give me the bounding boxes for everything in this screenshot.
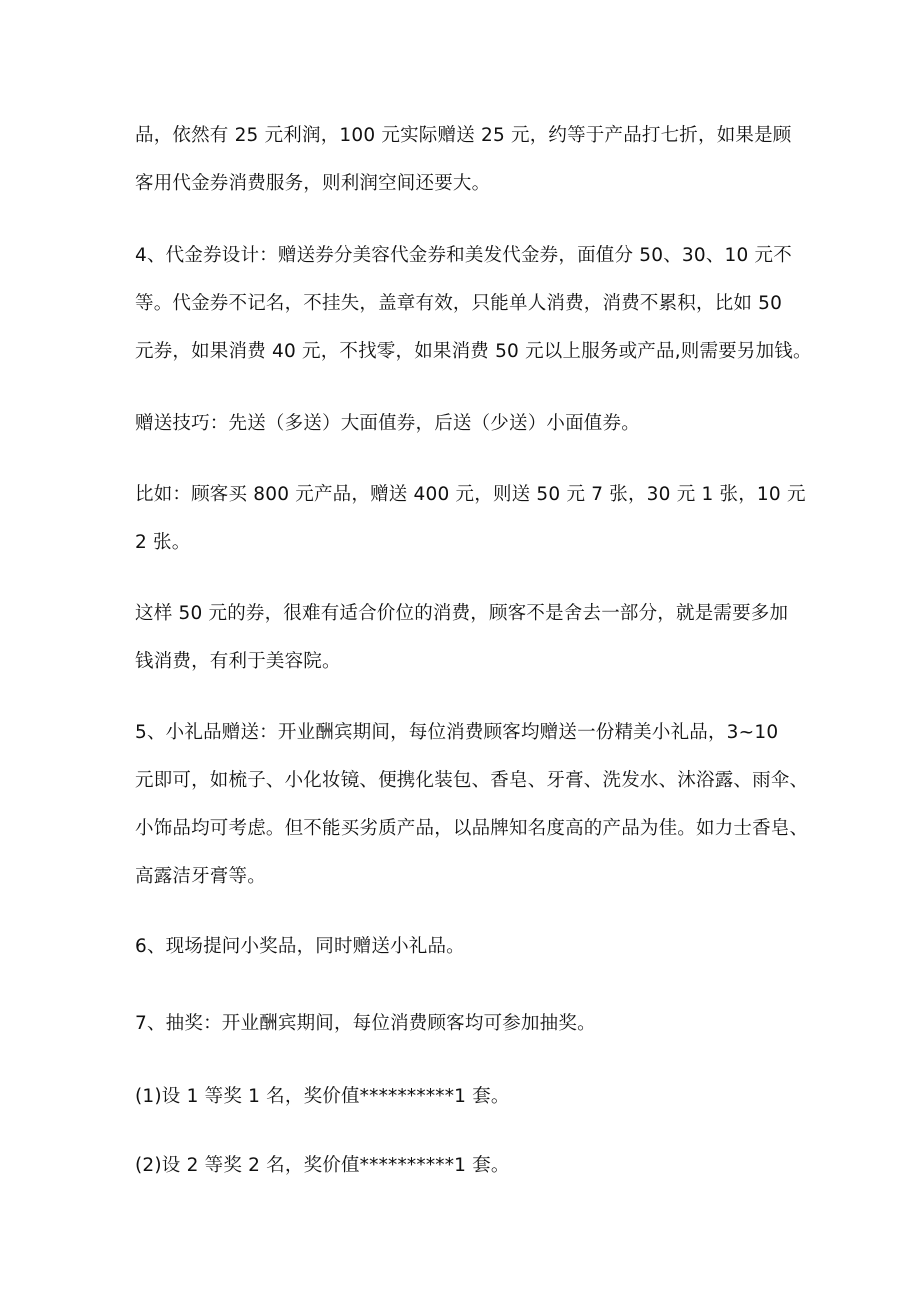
text-line: 钱消费，有利于美容院。	[135, 651, 341, 672]
paragraph-profit-continuation	[135, 112, 795, 208]
paragraph-voucher-design	[135, 232, 812, 376]
text-line: (2)设 2 等奖 2 名，奖价值**********1 套。	[135, 1155, 510, 1176]
text-line: (1)设 1 等奖 1 名，奖价值**********1 套。	[135, 1086, 510, 1107]
text-line: 这样 50 元的券，很难有适合价位的消费，顾客不是舍去一部分，就是需要多加	[135, 603, 789, 624]
text-line: 等。代金券不记名，不挂失，盖章有效，只能单人消费，消费不累积，比如 50	[135, 293, 783, 314]
text-line: 高露洁牙膏等。	[135, 866, 266, 887]
paragraph-lottery	[135, 1000, 795, 1048]
text-line: 品，依然有 25 元利润，100 元实际赠送 25 元，约等于产品打七折，如果是顾	[135, 125, 792, 146]
text-line: 比如：顾客买 800 元产品，赠送 400 元，则送 50 元 7 张，30 元 1 张，10 元	[135, 484, 806, 505]
text-line: 6、现场提问小奖品，同时赠送小礼品。	[135, 936, 465, 957]
text-line: 7、抽奖：开业酬宾期间，每位消费顾客均可参加抽奖。	[135, 1013, 596, 1034]
text-line: 客用代金券消费服务，则利润空间还要大。	[135, 173, 491, 194]
paragraph-example	[135, 471, 806, 567]
paragraph-small-gifts	[135, 709, 809, 901]
text-line: 2 张。	[135, 532, 191, 553]
paragraph-voucher-benefit	[135, 590, 795, 686]
text-line: 小饰品均可考虑。但不能买劣质产品，以品牌知名度高的产品为佳。如力士香皂、	[135, 818, 809, 839]
text-line: 元即可，如梳子、小化妆镜、便携化装包、香皂、牙膏、洗发水、沐浴露、雨伞、	[135, 770, 809, 791]
paragraph-second-prize	[135, 1142, 795, 1190]
text-line: 4、代金券设计：赠送券分美容代金券和美发代金券，面值分 50、30、10 元不	[135, 245, 792, 266]
paragraph-gift-tips	[135, 400, 795, 448]
text-line: 元券，如果消费 40 元，不找零，如果消费 50 元以上服务或产品,则需要另加钱。	[135, 341, 812, 362]
text-line: 赠送技巧：先送（多送）大面值券，后送（少送）小面值券。	[135, 413, 640, 434]
paragraph-onsite-quiz	[135, 923, 795, 971]
text-line: 5、小礼品赠送：开业酬宾期间，每位消费顾客均赠送一份精美小礼品，3~10	[135, 722, 779, 743]
paragraph-first-prize	[135, 1073, 795, 1121]
